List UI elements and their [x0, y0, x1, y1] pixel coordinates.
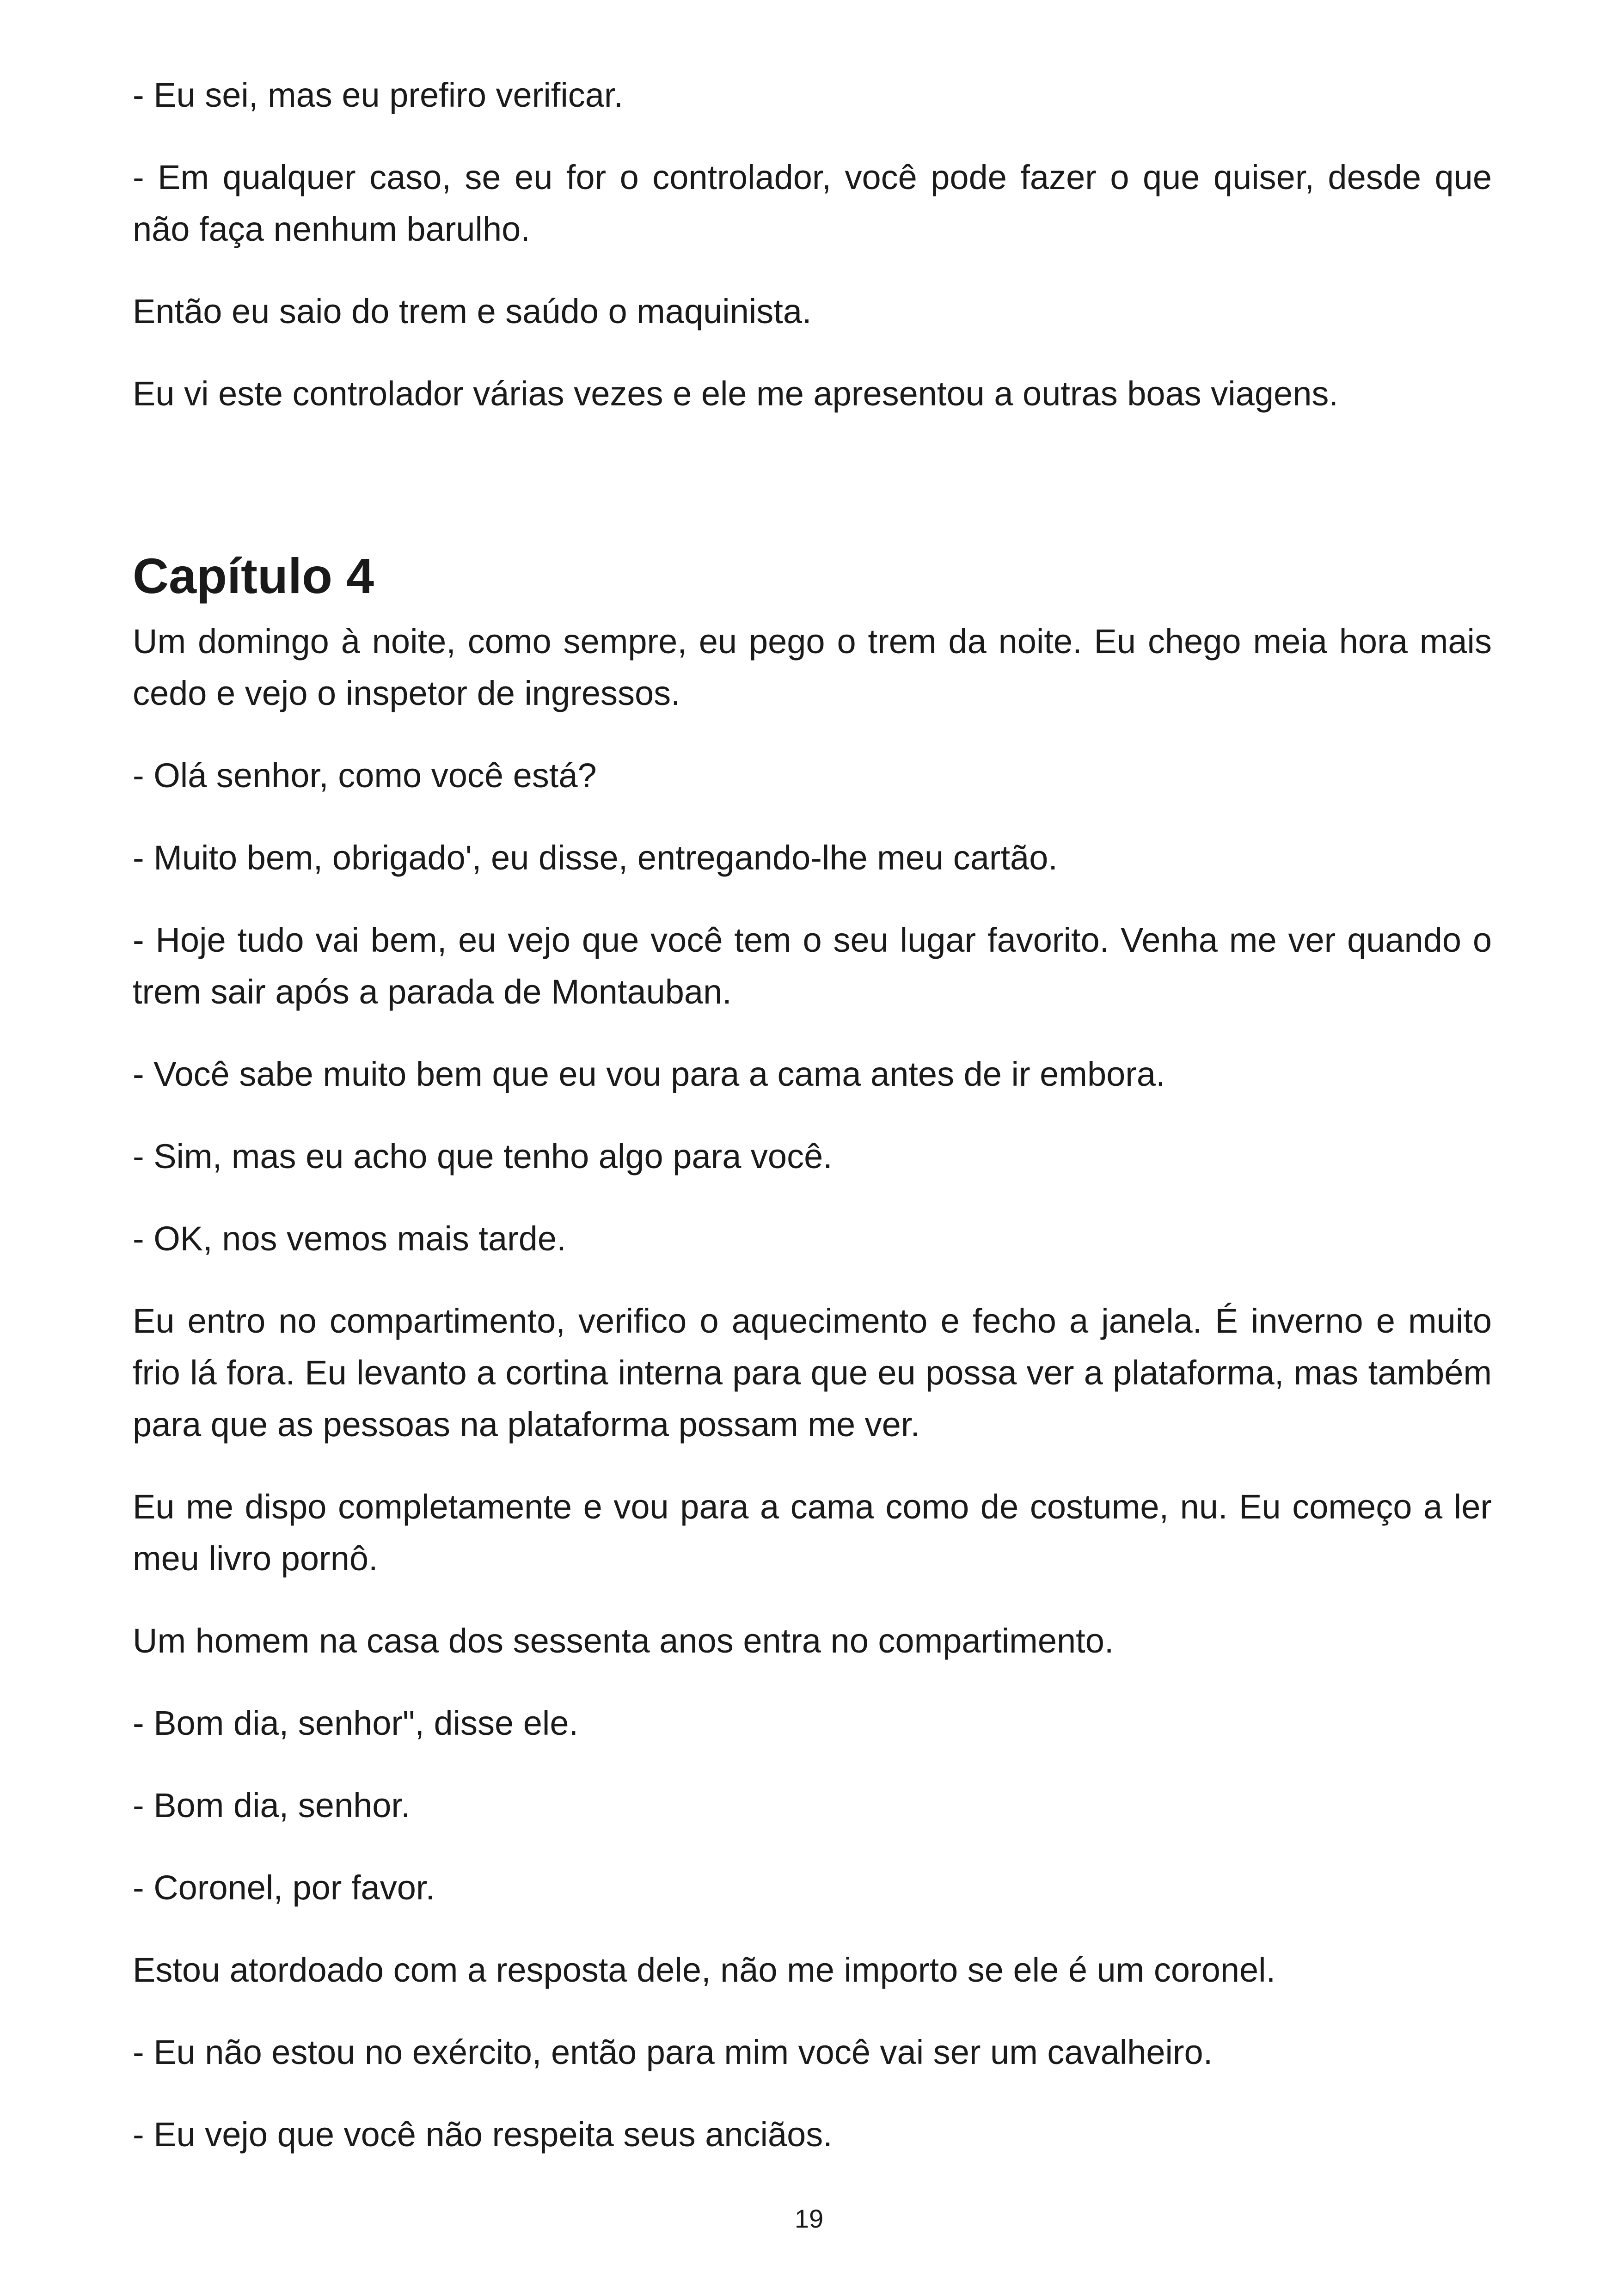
paragraph: - Coronel, por favor.	[133, 1868, 435, 1907]
paragraph: Um homem na casa dos sessenta anos entra no compartimento.	[133, 1622, 1114, 1660]
paragraph: - Bom dia, senhor.	[133, 1786, 411, 1825]
paragraph: Um domingo à noite, como sempre, eu pego o trem da noite. Eu chego meia hora mais cedo e vejo o inspetor de ingressos.	[133, 622, 1492, 712]
paragraph: - Sim, mas eu acho que tenho algo para você.	[133, 1137, 833, 1176]
page-body	[133, 69, 1492, 2161]
paragraph: - Eu não estou no exército, então para mim você vai ser um cavalheiro.	[133, 2033, 1213, 2071]
paragraph: - Bom dia, senhor", disse ele.	[133, 1704, 579, 1742]
paragraph: - Você sabe muito bem que eu vou para a cama antes de ir embora.	[133, 1055, 1165, 1093]
paragraph: - Eu sei, mas eu prefiro verificar.	[133, 76, 624, 114]
paragraph: - Olá senhor, como você está?	[133, 756, 597, 795]
paragraph: - Hoje tudo vai bem, eu vejo que você tem o seu lugar favorito. Venha me ver quando o trem sair após a parada de Montauban.	[133, 921, 1492, 1011]
paragraph: Eu entro no compartimento, verifico o aquecimento e fecho a janela. É inverno e muito frio lá fora. Eu levanto a cortina interna para que eu possa ver a plataforma, mas também para que as pessoas na plataforma possam me ver.	[133, 1302, 1492, 1444]
paragraph: - Eu vejo que você não respeita seus anciãos.	[133, 2115, 833, 2154]
paragraph: - Em qualquer caso, se eu for o controlador, você pode fazer o que quiser, desde que não faça nenhum barulho.	[133, 158, 1492, 248]
chapter-title: Capítulo 4	[133, 548, 374, 604]
paragraph: Estou atordoado com a resposta dele, não me importo se ele é um coronel.	[133, 1951, 1276, 1989]
paragraph: - Muito bem, obrigado', eu disse, entregando-lhe meu cartão.	[133, 839, 1058, 877]
paragraph: Então eu saio do trem e saúdo o maquinista.	[133, 292, 812, 331]
paragraph: Eu me dispo completamente e vou para a cama como de costume, nu. Eu começo a ler meu livro pornô.	[133, 1488, 1492, 1578]
paragraph: Eu vi este controlador várias vezes e ele me apresentou a outras boas viagens.	[133, 374, 1338, 413]
paragraph: - OK, nos vemos mais tarde.	[133, 1219, 566, 1258]
page-number: 19	[794, 2204, 824, 2233]
